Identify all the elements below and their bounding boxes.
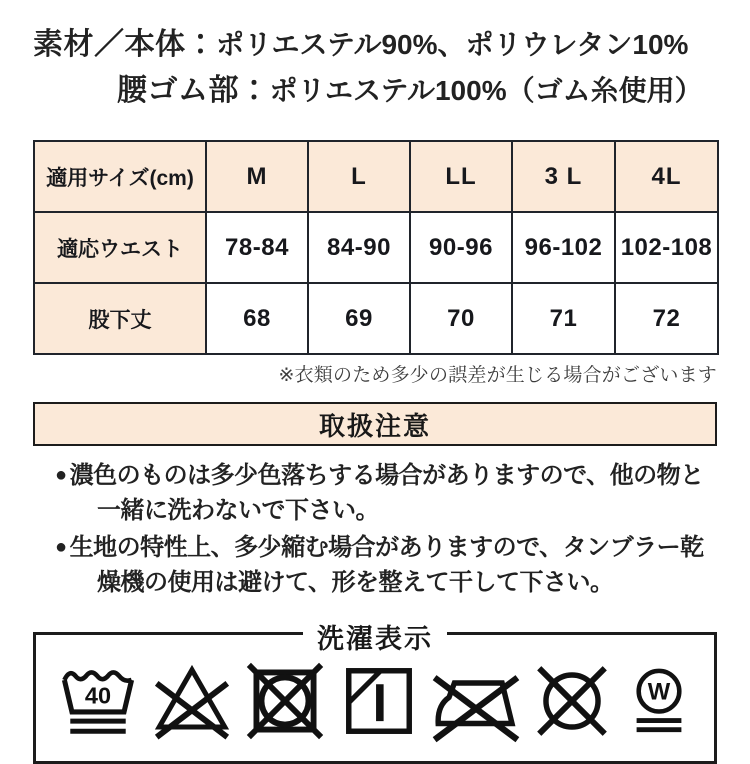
table-row-waist — [34, 212, 718, 283]
wet-clean-very-mild-icon — [624, 655, 694, 747]
inseam-ll: 70 — [410, 283, 512, 354]
inseam-3l: 71 — [512, 283, 615, 354]
wash-40-very-mild-icon — [56, 655, 140, 747]
handling-item-text: 生地の特性上、多少縮む場合がありますので、タンブラー乾燥機の使用は避けて、形を整えて干して下さい。 — [69, 534, 704, 596]
bullet-icon: ● — [55, 536, 67, 558]
size-table-header-row — [34, 141, 718, 212]
inseam-m: 68 — [206, 283, 308, 354]
waist-4l: 102-108 — [615, 212, 718, 283]
materials-body-value: ポリエステル90%、ポリウレタン10% — [216, 29, 689, 60]
handling-item-text: 濃色のものは多少色落ちする場合がありますので、他の物と一緒に洗わないで下さい。 — [69, 462, 704, 524]
waist-ll: 90-96 — [410, 212, 512, 283]
waist-3l: 96-102 — [512, 212, 615, 283]
handling-caution-banner — [33, 402, 717, 446]
wet-clean-letter: W — [647, 678, 671, 706]
table-row-inseam — [34, 283, 718, 354]
list-item — [33, 530, 717, 600]
size-col-ll: LL — [410, 141, 512, 212]
do-not-tumble-dry-icon — [243, 655, 327, 747]
line-dry-in-shade-icon — [337, 655, 421, 747]
size-tolerance-note: ※衣類のため多少の誤差が生じる場合がございます — [278, 365, 717, 386]
do-not-dry-clean-icon — [530, 655, 614, 747]
laundry-symbols-section — [33, 624, 717, 764]
inseam-row-label: 股下丈 — [34, 283, 206, 354]
bullet-icon: ● — [55, 464, 67, 486]
waist-l: 84-90 — [308, 212, 410, 283]
laundry-symbols-title: 洗濯表示 — [303, 617, 447, 656]
materials-waistband-value: ポリエステル100%（ゴム糸使用） — [269, 75, 703, 106]
size-col-l: L — [308, 141, 410, 212]
handling-caution-list — [33, 458, 717, 600]
waist-m: 78-84 — [206, 212, 308, 283]
handling-caution-title: 取扱注意 — [318, 410, 431, 441]
waist-row-label: 適応ウエスト — [34, 212, 206, 283]
materials-line-body — [33, 24, 717, 70]
inseam-l: 69 — [308, 283, 410, 354]
do-not-iron-icon — [431, 655, 521, 747]
wash-temp-label: 40 — [84, 682, 112, 709]
size-col-m: M — [206, 141, 308, 212]
size-table-header-label: 適用サイズ(cm) — [34, 141, 206, 212]
size-col-4l: 4L — [615, 141, 718, 212]
size-col-3l: 3 L — [512, 141, 615, 212]
inseam-4l: 72 — [615, 283, 718, 354]
size-table — [33, 140, 719, 355]
materials-waistband-label: 腰ゴム部： — [117, 74, 270, 107]
materials-body-label: 素材／本体： — [33, 28, 216, 61]
do-not-bleach-icon — [150, 655, 234, 747]
materials-section — [33, 24, 717, 116]
materials-line-waistband — [33, 70, 717, 116]
list-item — [33, 458, 717, 528]
